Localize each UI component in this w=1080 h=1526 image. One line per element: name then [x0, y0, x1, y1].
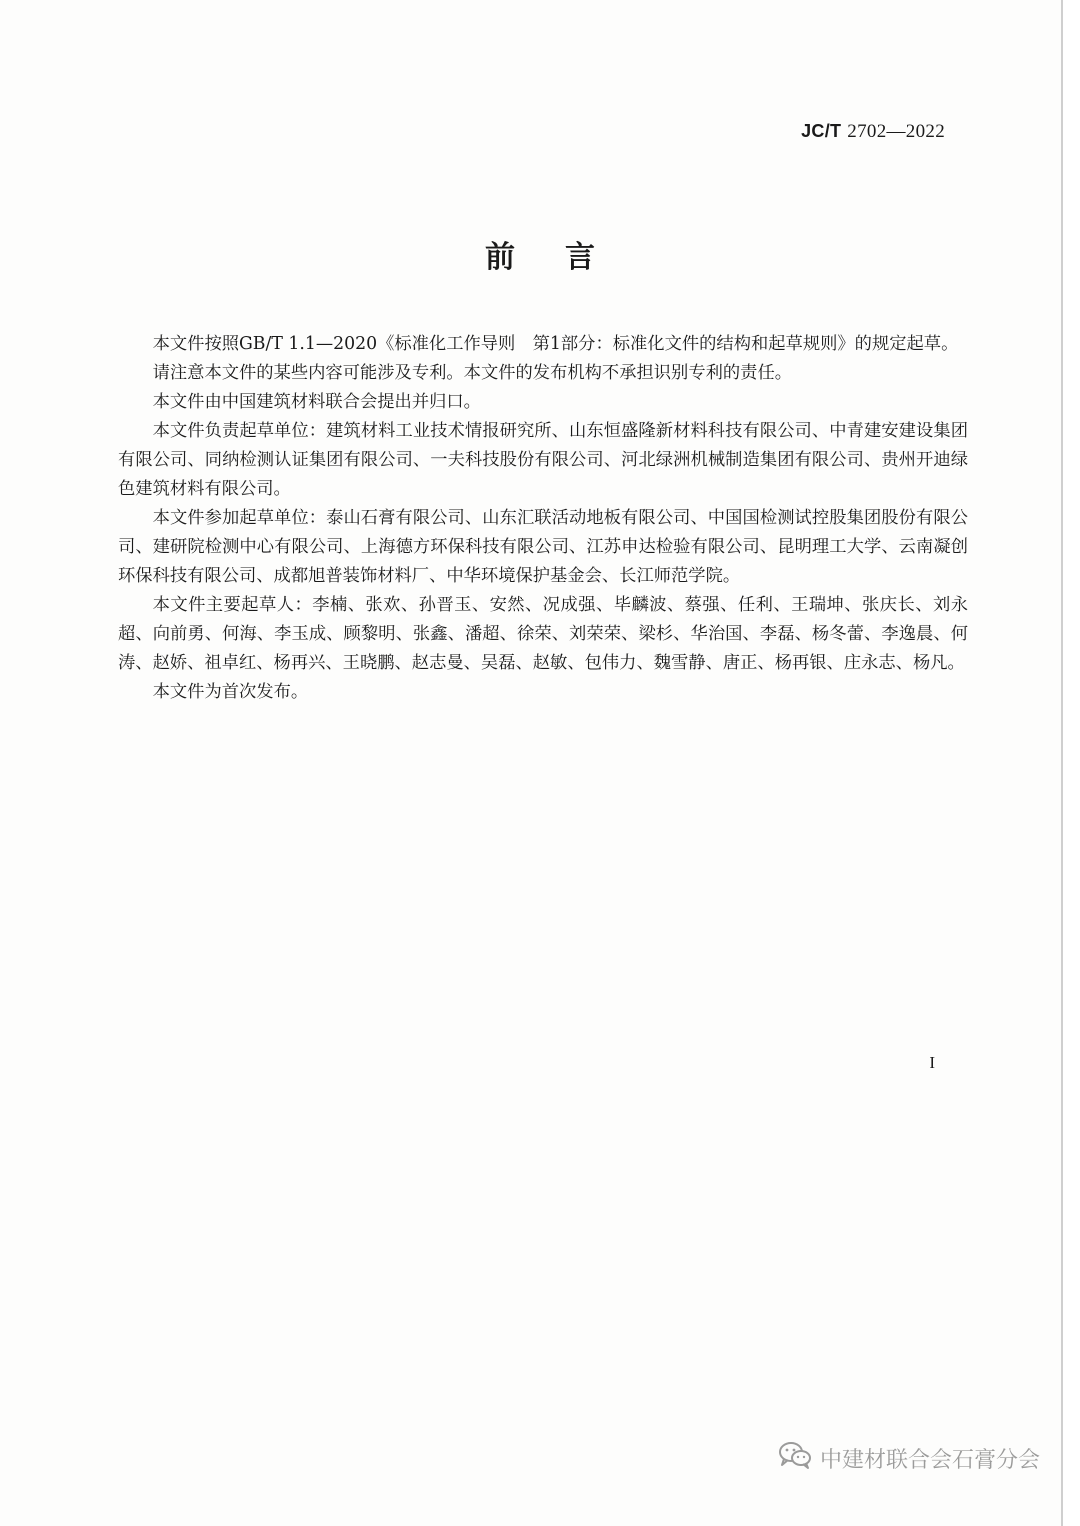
standard-code-prefix: JC/T [801, 121, 842, 141]
wechat-icon [778, 1440, 812, 1476]
paragraph-main-drafters: 本文件主要起草人：李楠、张欢、孙晋玉、安然、况成强、毕麟波、蔡强、任利、王瑞坤、张庆长、刘永超、向前勇、何海、李玉成、顾黎明、张鑫、潘超、徐荣、刘荣荣、梁杉、华治国、李磊、杨冬蕾、李逸晨、何涛、赵娇、祖卓红、杨再兴、王晓鹏、赵志曼、吴磊、赵敏、包伟力、魏雪静、唐正、杨再银、庄永志、杨凡。 [118, 595, 968, 673]
paragraph-lead-drafters: 本文件负责起草单位：建筑材料工业技术情报研究所、山东恒盛隆新材料科技有限公司、中青建安建设集团有限公司、同纳检测认证集团有限公司、一夫科技股份有限公司、河北绿洲机械制造集团有限公司、贵州开迪绿色建筑材料有限公司。 [118, 421, 968, 499]
paragraph-first-release: 本文件为首次发布。 [152, 682, 309, 702]
watermark [778, 1440, 1040, 1476]
paragraph-proposer: 本文件由中国建筑材料联合会提出并归口。 [152, 392, 481, 412]
page-title: 前言 [485, 240, 645, 275]
paragraph-drafting-rules: 本文件按照GB/T 1.1—2020《标准化工作导则 第1部分：标准化文件的结构和起草规则》的规定起草。 [152, 334, 959, 354]
page-number: I [929, 1053, 935, 1072]
standard-code-number: 2702—2022 [847, 121, 945, 142]
paragraph-participating-drafters: 本文件参加起草单位：泰山石膏有限公司、山东汇联活动地板有限公司、中国国检测试控股集团股份有限公司、建研院检测中心有限公司、上海德方环保科技有限公司、江苏申达检验有限公司、昆明理工大学、云南凝创环保科技有限公司、成都旭普装饰材料厂、中华环境保护基金会、长江师范学院。 [118, 508, 968, 586]
watermark-text: 中建材联合会石膏分会 [819, 1447, 1040, 1473]
foreword-body [118, 330, 968, 707]
paragraph-patent-notice: 请注意本文件的某些内容可能涉及专利。本文件的发布机构不承担识别专利的责任。 [152, 363, 793, 383]
standard-code [801, 121, 945, 143]
